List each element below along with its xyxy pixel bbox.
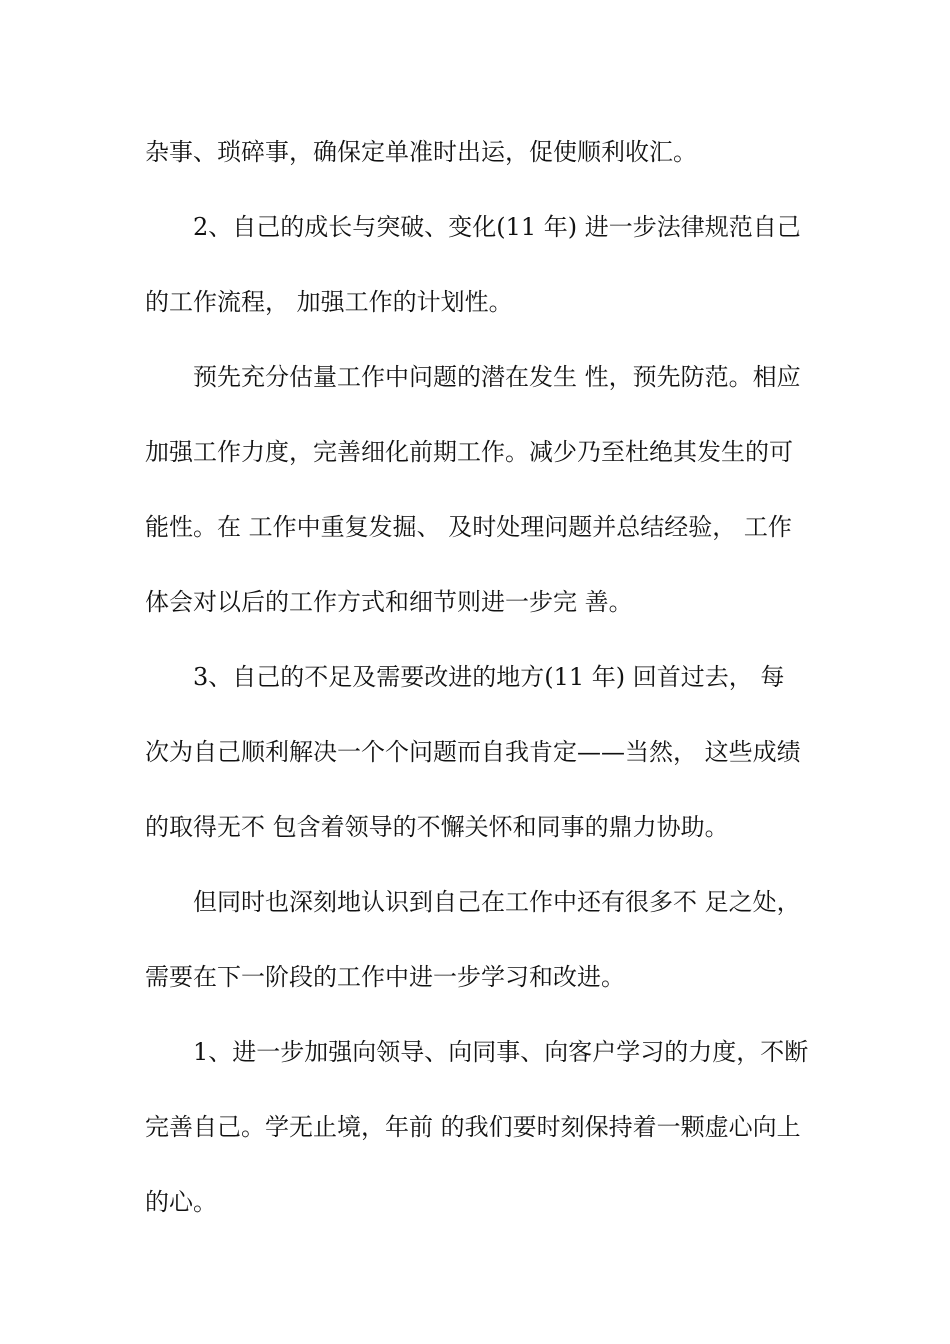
text-line: 的取得无不 包含着领导的不懈关怀和同事的鼎力协助。	[145, 813, 729, 841]
text-line: 2、自己的成长与突破、变化(11 年) 进一步法律规范自己	[193, 213, 801, 241]
text-line: 加强工作力度，完善细化前期工作。减少乃至杜绝其发生的可	[145, 438, 793, 466]
text-line: 杂事、琐碎事，确保定单准时出运，促使顺利收汇。	[145, 138, 697, 166]
text-line: 能性。在 工作中重复发掘、 及时处理问题并总结经验， 工作	[145, 513, 792, 541]
text-line: 预先充分估量工作中问题的潜在发生 性，预先防范。相应	[193, 363, 801, 391]
text-line: 完善自己。学无止境，年前 的我们要时刻保持着一颗虚心向上	[145, 1113, 801, 1141]
text-line: 次为自己顺利解决一个个问题而自我肯定——当然， 这些成绩	[145, 738, 801, 766]
text-line: 但同时也深刻地认识到自己在工作中还有很多不 足之处，	[193, 888, 801, 916]
text-line: 1、进一步加强向领导、向同事、向客户学习的力度，不断	[193, 1038, 809, 1066]
text-line: 的心。	[145, 1188, 217, 1216]
text-line: 需要在下一阶段的工作中进一步学习和改进。	[145, 963, 625, 991]
text-line: 3、自己的不足及需要改进的地方(11 年) 回首过去， 每	[193, 663, 785, 691]
text-line: 的工作流程， 加强工作的计划性。	[145, 288, 513, 316]
text-line: 体会对以后的工作方式和细节则进一步完 善。	[145, 588, 633, 616]
